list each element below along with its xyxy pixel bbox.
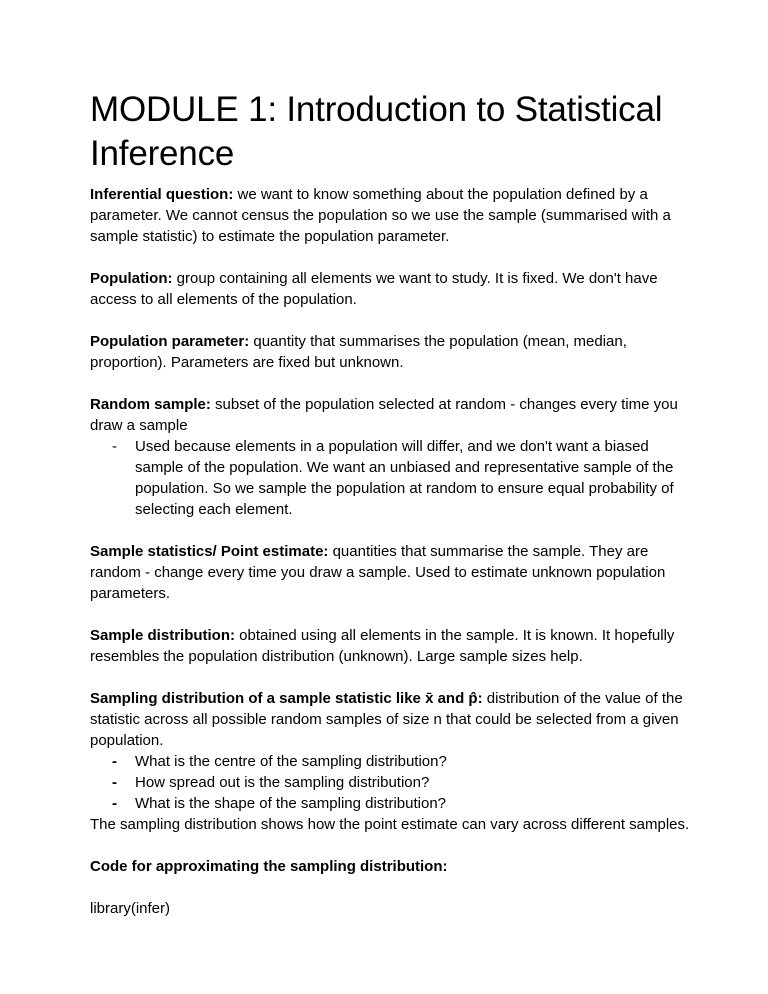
code-heading: Code for approximating the sampling distribution:: [90, 858, 448, 875]
term: Population parameter:: [90, 333, 250, 350]
definition-random-sample: [90, 394, 690, 436]
page-title: MODULE 1: Introduction to Statistical Inference: [90, 90, 663, 173]
random-sample-bullets: [90, 436, 690, 520]
definition-sample-distribution: [90, 625, 690, 667]
definition-inferential-question: [90, 184, 690, 247]
term: Population:: [90, 270, 173, 287]
definition-sample-statistics: [90, 541, 690, 604]
definition-text: obtained using all elements in the sample. It is known. It hopefully resembles the population distribution (unknown). Large sample sizes help.: [90, 627, 675, 665]
term: Random sample:: [90, 396, 211, 413]
dash-bullet: -: [112, 753, 117, 770]
dash-bullet: -: [112, 795, 117, 812]
sampling-distribution-questions: [90, 751, 690, 814]
code-line: library(infer): [90, 900, 171, 917]
list-item: - How spread out is the sampling distribution?: [112, 774, 430, 791]
dash-bullet: -: [112, 774, 117, 791]
definition-text: we want to know something about the population defined by a parameter. We cannot census the population so we use the sample (summarised with a sample statistic) to estimate the population parameter.: [90, 186, 671, 245]
term: Sample distribution:: [90, 627, 236, 644]
sampling-distribution-summary: The sampling distribution shows how the point estimate can vary across different samples.: [90, 816, 690, 833]
document-page: [90, 88, 690, 919]
term: Sample statistics/ Point estimate:: [90, 543, 329, 560]
definition-text: subset of the population selected at random - changes every time you draw a sample: [90, 396, 678, 434]
list-item: - What is the centre of the sampling distribution?: [112, 753, 447, 770]
definition-text: quantity that summarises the population (mean, median, proportion). Parameters are fixed but unknown.: [90, 333, 627, 371]
definition-text: quantities that summarise the sample. They are random - change every time you draw a sample. Used to estimate unknown population parameters.: [90, 543, 666, 602]
definition-population: [90, 268, 690, 310]
term: Sampling distribution of a sample statistic like x̄ and p̂:: [90, 690, 483, 707]
definition-text: group containing all elements we want to study. It is fixed. We don't have access to all elements of the population.: [90, 270, 658, 308]
term: Inferential question:: [90, 186, 234, 203]
list-item: - Used because elements in a population will differ, and we don't want a biased sample of the population. We want an unbiased and representative sample of the population. So we sample the population at random to ensure equal probability of selecting each element.: [112, 438, 674, 518]
dash-bullet: -: [112, 438, 117, 455]
definition-text: distribution of the value of the statistic across all possible random samples of size n that could be selected from a given population.: [90, 690, 683, 749]
list-item: - What is the shape of the sampling distribution?: [112, 795, 447, 812]
definition-sampling-distribution: [90, 688, 690, 751]
definition-population-parameter: [90, 331, 690, 373]
